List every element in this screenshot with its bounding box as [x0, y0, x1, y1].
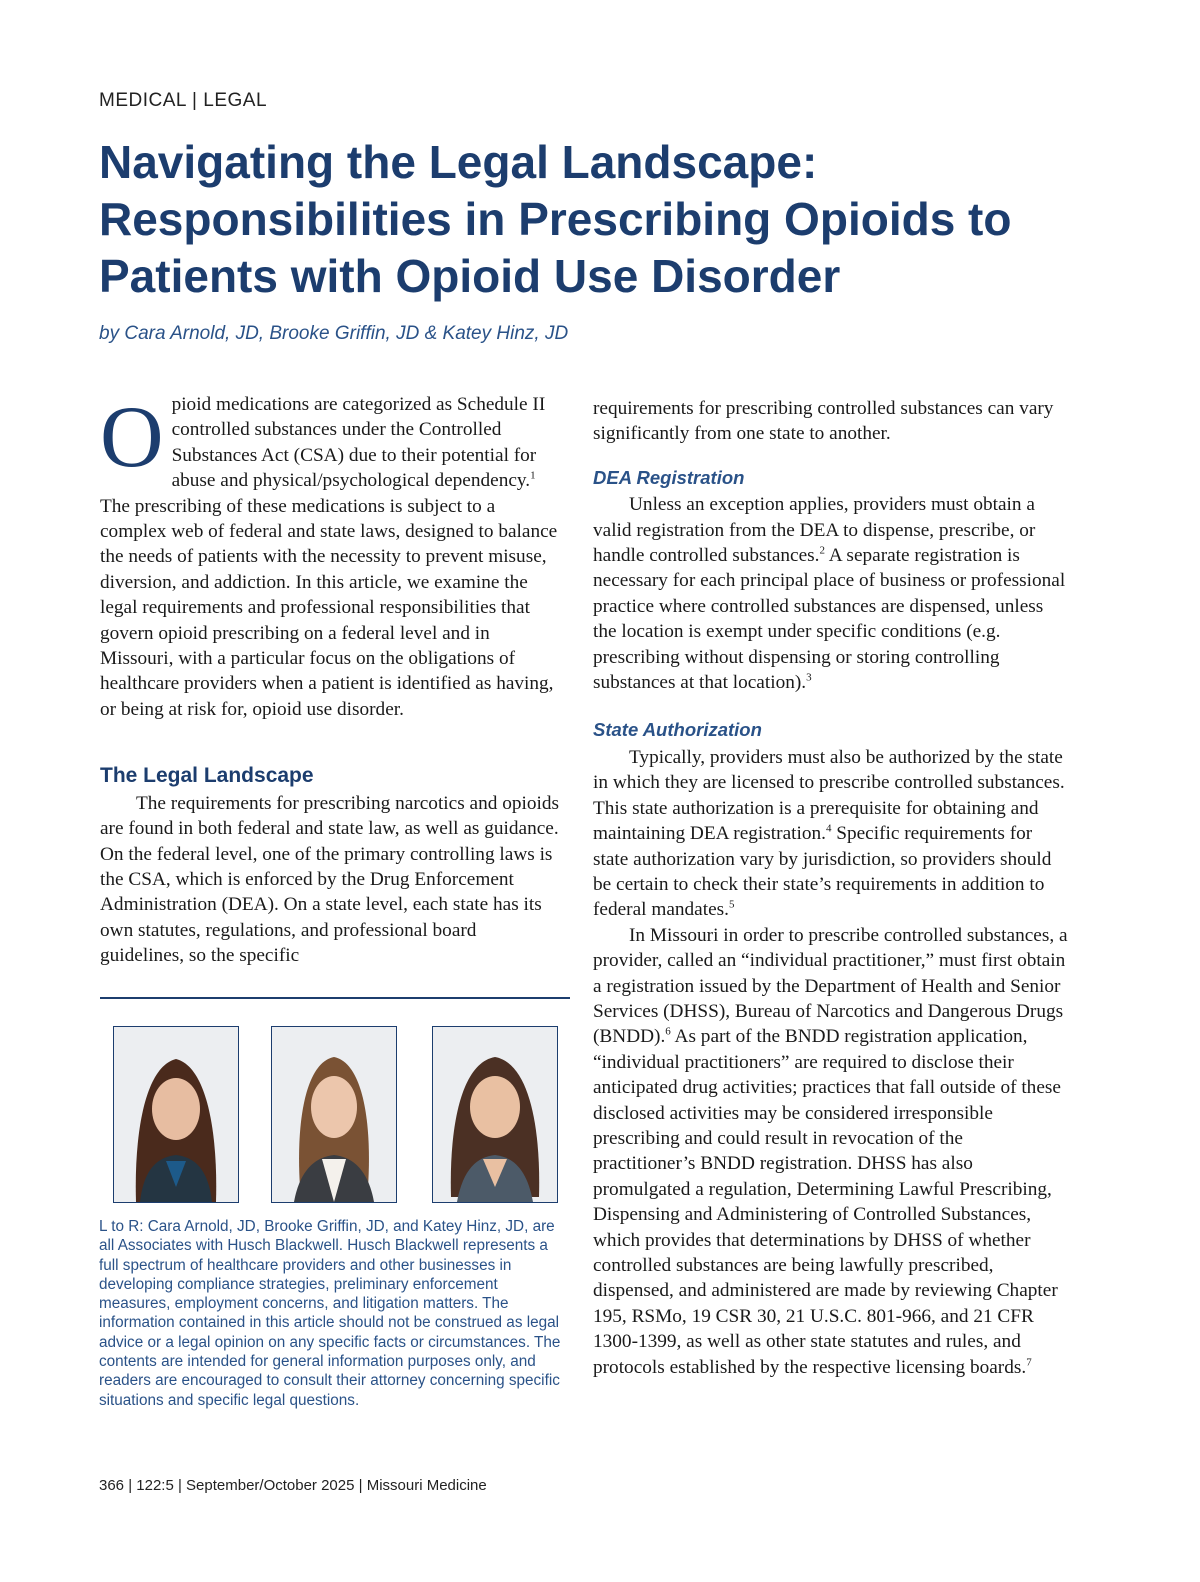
- portrait-image: [114, 1027, 238, 1202]
- divider-rule: [100, 997, 570, 999]
- author-photo-cara-arnold: [113, 1026, 239, 1203]
- legal-landscape-continuation: requirements for prescribing controlled substances can vary significantly from one state to another.: [593, 398, 1054, 445]
- section-label: MEDICAL | LEGAL: [99, 90, 268, 111]
- portrait-image: [433, 1027, 557, 1202]
- legal-landscape-paragraph: The requirements for prescribing narcotics and opioids are found in both federal and state law, as well as guidance. On the federal level, one of the primary controlling laws is the CSA, which is enforced by the Drug Enforcement Administration (DEA). On a state level, each state has its own statutes, regulations, and professional board guidelines, so the specific: [100, 792, 559, 967]
- footnote-4: 4: [825, 822, 832, 835]
- heading-legal-landscape: The Legal Landscape: [100, 764, 314, 788]
- heading-state-authorization: State Authorization: [593, 719, 762, 741]
- photo-caption: L to R: Cara Arnold, JD, Brooke Griffin, JD, and Katey Hinz, JD, are all Associates with Husch Blackwell. Husch Blackwell represents a full spectrum of healthcare providers and other businesses in developing compliance strategies, preliminary enforcement measures, employment concerns, and litigation matters. The information contained in this article should not be construed as legal advice or a legal opinion on any specific facts or circumstances. The contents are intended for general information purposes only, and readers are encouraged to consult their attorney concerning specific situations and specific legal questions.: [99, 1218, 561, 1409]
- footnote-2: 2: [819, 544, 825, 557]
- missouri-text-a: In Missouri in order to prescribe controlled substances, a provider, called an “individual practitioner,” must first obtain a registration issued by the Department of Health and Senior Services (DHSS), Bureau of Narcotics and Dangerous Drugs (BNDD).: [593, 924, 1068, 1048]
- drop-cap: O: [100, 389, 164, 486]
- author-photo-katey-hinz: [432, 1026, 558, 1203]
- state-authorization-paragraph-2: [593, 923, 1068, 1380]
- article-title: Navigating the Legal Landscape: Responsibilities in Prescribing Opioids to Patients with Opioid Use Disorder: [99, 136, 1012, 302]
- footnote-7: 7: [1026, 1356, 1032, 1369]
- left-column: [100, 389, 562, 969]
- state-text-b: Specific requirements for state authorization vary by jurisdiction, so providers should be certain to check their state’s requirements in addition to federal mandates.: [593, 823, 1052, 921]
- portrait-image: [272, 1027, 396, 1202]
- author-photo-brooke-griffin: [271, 1026, 397, 1203]
- footnote-3: 3: [806, 671, 812, 684]
- byline: by Cara Arnold, JD, Brooke Griffin, JD & Katey Hinz, JD: [99, 323, 569, 344]
- footnote-6: 6: [665, 1025, 671, 1038]
- right-column: [593, 396, 1068, 1380]
- intro-paragraph: [100, 389, 562, 722]
- dea-registration-paragraph: [593, 492, 1068, 695]
- intro-text-b: The prescribing of these medications is subject to a complex web of federal and state laws, designed to balance the needs of patients with the necessity to prevent misuse, diversion, and addiction. In this article, we examine the legal requirements and professional responsibilities that govern opioid prescribing on a federal level and in Missouri, with a particular focus on the obligations of healthcare providers when a patient is identified as having, or being at risk for, opioid use disorder.: [100, 495, 558, 720]
- page-footer: 366 | 122:5 | September/October 2025 | Missouri Medicine: [99, 1477, 487, 1494]
- dea-text-a: Unless an exception applies, providers must obtain a valid registration from the DEA to dispense, prescribe, or handle controlled substances.: [593, 494, 1036, 567]
- intro-text-a: pioid medications are categorized as Schedule II controlled substances under the Controlled Substances Act (CSA) due to their potential for abuse and physical/psychological dependency.: [171, 394, 546, 492]
- missouri-text-b: As part of the BNDD registration application, “individual practitioners” are required to disclose their anticipated drug activities; practices that fall outside of these disclosed activities may be considered irresponsible prescribing and could result in revocation of the practitioner’s BNDD registration. DHSS has also promulgated a regulation, Determining Lawful Prescribing, Dispensing and Administering of Controlled Substances, which provides that determinations by DHSS of whether controlled substances are being lawfully prescribed, dispensed, and administered are made by reviewing Chapter 195, RSMo, 19 CSR 30, 21 U.S.C. 801-966, and 21 CFR 1300-1399, as well as other state statutes and rules, and protocols established by the respective licensing boards.: [593, 1026, 1061, 1378]
- footnote-1: 1: [530, 469, 536, 482]
- footnote-5: 5: [728, 898, 735, 911]
- dea-text-b: A separate registration is necessary for each principal place of business or professional practice where controlled substances are dispensed, unless the location is exempt under specific conditions (e.g. prescribing without dispensing or storing controlling substances at that location).: [593, 545, 1066, 694]
- state-authorization-paragraph-1: [593, 745, 1068, 923]
- heading-dea-registration: DEA Registration: [593, 466, 745, 488]
- state-text-a: Typically, providers must also be authorized by the state in which they are licensed to prescribe controlled substances. This state authorization is a prerequisite for obtaining and maintaining DEA registration.: [593, 746, 1065, 845]
